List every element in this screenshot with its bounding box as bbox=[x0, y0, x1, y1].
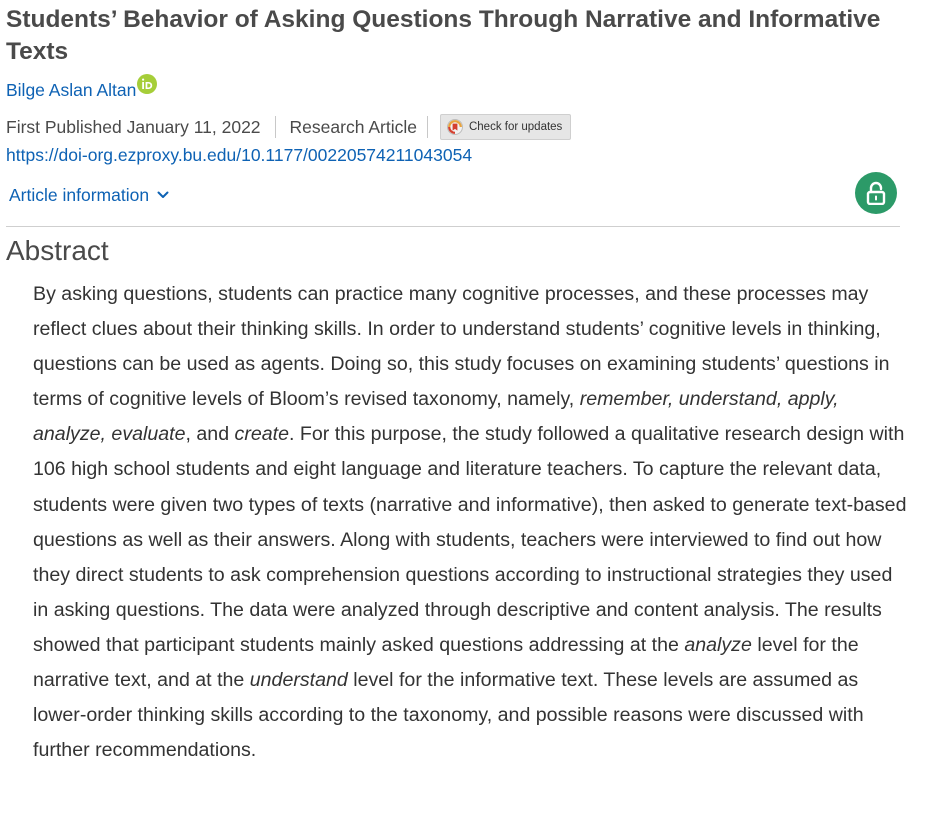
publication-meta bbox=[6, 113, 571, 141]
article-information-toggle[interactable] bbox=[9, 181, 169, 209]
article-information-label: Article information bbox=[9, 184, 150, 205]
first-published-date: First Published January 11, 2022 bbox=[6, 116, 261, 137]
abstract-text-part: By asking questions, students can practice many cognitive processes, and these processes may reflect clues about their thinking skills. In order to understand students’ cognitive levels in thinking, questions can be used as agents. Doing so, this study focuses on examining students’ questions in terms of cognitive levels of Bloom’s revised taxonomy, namely, bbox=[33, 283, 890, 411]
orcid-icon[interactable] bbox=[137, 74, 157, 94]
author-link[interactable]: Bilge Aslan Altan bbox=[6, 80, 137, 100]
abstract-text-part: level for the informative text. These levels are assumed as lower-order thinking skills according to the taxonomy, and possible reasons were discussed with further recommendations. bbox=[33, 669, 864, 762]
abstract-text-part: , and bbox=[185, 423, 235, 446]
check-updates-label: Check for updates bbox=[468, 121, 563, 133]
meta-divider bbox=[275, 116, 276, 138]
chevron-down-icon bbox=[157, 191, 169, 199]
article-type: Research Article bbox=[289, 116, 417, 137]
open-lock-icon bbox=[865, 181, 887, 205]
section-divider bbox=[6, 226, 900, 227]
abstract-heading: Abstract bbox=[6, 235, 109, 266]
open-access-badge[interactable] bbox=[855, 172, 897, 214]
abstract-text-part: level for the narrative text, and at the bbox=[33, 633, 859, 692]
abstract-emphasis: understand bbox=[249, 669, 348, 692]
abstract-emphasis: create bbox=[234, 423, 290, 446]
meta-divider bbox=[427, 116, 428, 138]
check-for-updates-button[interactable] bbox=[440, 114, 571, 140]
abstract-emphasis: remember, understand, apply, analyze, evaluate bbox=[33, 388, 839, 446]
doi-link[interactable]: https://doi-org.ezproxy.bu.edu/10.1177/00220574211043054 bbox=[6, 145, 473, 165]
author-row bbox=[6, 76, 157, 104]
doi-row bbox=[6, 142, 472, 168]
check-updates-icon bbox=[447, 119, 463, 135]
abstract-emphasis: analyze bbox=[684, 633, 752, 656]
abstract-body bbox=[33, 277, 913, 768]
article-title: Students’ Behavior of Asking Questions Through Narrative and Informative Texts bbox=[6, 6, 881, 65]
abstract-text-part: . For this purpose, the study followed a qualitative research design with 106 high school students and eight language and literature teachers. To capture the relevant data, students were given two types of texts (narrative and informative), then asked to generate text-based questions as well as their answers. Along with students, teachers were interviewed to find out how they direct students to ask comprehension questions according to instructional strategies they used in asking questions. The data were analyzed through descriptive and content analysis. The results showed that participant students mainly asked questions addressing at the bbox=[33, 423, 907, 656]
